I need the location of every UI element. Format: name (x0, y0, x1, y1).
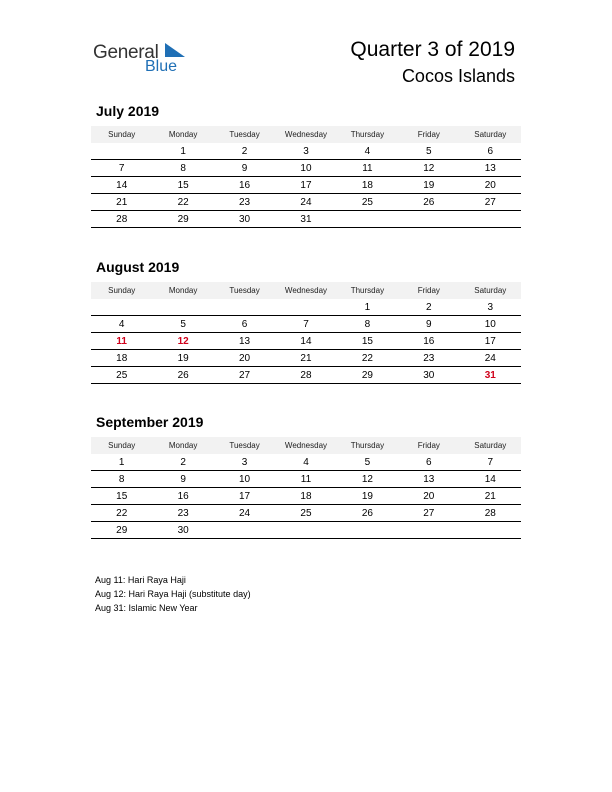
day-cell: 13 (460, 160, 521, 177)
day-cell: 3 (460, 299, 521, 316)
week-row (91, 316, 521, 333)
day-cell: 27 (214, 367, 275, 384)
day-cell: 28 (275, 367, 336, 384)
logo-triangle-icon (163, 43, 185, 59)
day-cell: 3 (214, 454, 275, 471)
day-cell: 10 (460, 316, 521, 333)
day-cell: 21 (460, 488, 521, 505)
day-cell: 13 (398, 471, 459, 488)
holiday-day-cell: 31 (460, 367, 521, 384)
day-cell: 22 (152, 194, 213, 211)
day-cell: 30 (214, 211, 275, 228)
logo-text-general: General (93, 42, 159, 63)
day-cell: 18 (91, 350, 152, 367)
day-cell: 30 (398, 367, 459, 384)
week-row (91, 211, 521, 228)
day-cell: 24 (214, 505, 275, 522)
weekday-header: Tuesday (214, 282, 275, 299)
weekday-header: Saturday (460, 126, 521, 143)
day-cell: 16 (152, 488, 213, 505)
week-row (91, 488, 521, 505)
day-cell: 3 (275, 143, 336, 160)
day-cell: 29 (152, 211, 213, 228)
month-title: August 2019 (96, 259, 180, 275)
day-cell: 25 (337, 194, 398, 211)
day-cell: 26 (337, 505, 398, 522)
day-cell: 25 (91, 367, 152, 384)
weekday-header: Sunday (91, 126, 152, 143)
day-cell: 4 (275, 454, 336, 471)
empty-cell (275, 522, 336, 539)
week-row (91, 471, 521, 488)
day-cell: 13 (214, 333, 275, 350)
day-cell: 17 (275, 177, 336, 194)
day-cell: 6 (214, 316, 275, 333)
day-cell: 2 (152, 454, 213, 471)
day-cell: 2 (398, 299, 459, 316)
day-cell: 14 (275, 333, 336, 350)
day-cell: 6 (460, 143, 521, 160)
month-block-september (91, 414, 521, 539)
month-title: July 2019 (96, 103, 160, 119)
empty-cell (214, 299, 275, 316)
weekday-header-row (91, 126, 521, 143)
day-cell: 23 (152, 505, 213, 522)
weekday-header: Friday (398, 282, 459, 299)
day-cell: 26 (152, 367, 213, 384)
weekday-header: Sunday (91, 437, 152, 454)
day-cell: 11 (275, 471, 336, 488)
day-cell: 24 (460, 350, 521, 367)
empty-cell (275, 299, 336, 316)
holiday-note: Aug 31: Islamic New Year (95, 603, 198, 613)
day-cell: 20 (398, 488, 459, 505)
week-row (91, 333, 521, 350)
logo-text-blue: Blue (145, 58, 178, 75)
day-cell: 9 (398, 316, 459, 333)
empty-cell (337, 522, 398, 539)
weekday-header-row (91, 437, 521, 454)
weekday-header: Wednesday (275, 437, 336, 454)
day-cell: 2 (214, 143, 275, 160)
empty-cell (337, 211, 398, 228)
logo (93, 40, 203, 80)
day-cell: 5 (337, 454, 398, 471)
empty-cell (214, 522, 275, 539)
day-cell: 18 (275, 488, 336, 505)
day-cell: 22 (91, 505, 152, 522)
weekday-header: Monday (152, 126, 213, 143)
empty-cell (91, 299, 152, 316)
day-cell: 19 (398, 177, 459, 194)
day-cell: 19 (337, 488, 398, 505)
weekday-header: Friday (398, 437, 459, 454)
weekday-header: Thursday (337, 282, 398, 299)
day-cell: 11 (337, 160, 398, 177)
day-cell: 10 (214, 471, 275, 488)
empty-cell (398, 522, 459, 539)
holiday-notes (95, 573, 251, 615)
day-cell: 16 (214, 177, 275, 194)
empty-cell (398, 211, 459, 228)
empty-cell (91, 143, 152, 160)
holiday-day-cell: 11 (91, 333, 152, 350)
day-cell: 14 (91, 177, 152, 194)
calendar-table (91, 282, 521, 384)
weekday-header: Thursday (337, 437, 398, 454)
weekday-header: Tuesday (214, 126, 275, 143)
day-cell: 17 (214, 488, 275, 505)
weekday-header: Thursday (337, 126, 398, 143)
day-cell: 1 (152, 143, 213, 160)
day-cell: 20 (460, 177, 521, 194)
day-cell: 6 (398, 454, 459, 471)
day-cell: 5 (152, 316, 213, 333)
day-cell: 28 (91, 211, 152, 228)
weekday-header: Monday (152, 437, 213, 454)
holiday-day-cell: 12 (152, 333, 213, 350)
day-cell: 18 (337, 177, 398, 194)
month-block-august (91, 259, 521, 384)
calendar-table (91, 437, 521, 539)
week-row (91, 299, 521, 316)
weekday-header: Monday (152, 282, 213, 299)
day-cell: 4 (91, 316, 152, 333)
day-cell: 27 (398, 505, 459, 522)
week-row (91, 505, 521, 522)
day-cell: 16 (398, 333, 459, 350)
month-block-july (91, 103, 521, 228)
day-cell: 9 (152, 471, 213, 488)
day-cell: 7 (91, 160, 152, 177)
weekday-header-row (91, 282, 521, 299)
day-cell: 10 (275, 160, 336, 177)
day-cell: 5 (398, 143, 459, 160)
page-title: Quarter 3 of 2019 (350, 38, 515, 61)
week-row (91, 367, 521, 384)
day-cell: 25 (275, 505, 336, 522)
day-cell: 7 (460, 454, 521, 471)
week-row (91, 160, 521, 177)
day-cell: 4 (337, 143, 398, 160)
day-cell: 1 (337, 299, 398, 316)
empty-cell (460, 211, 521, 228)
weekday-header: Tuesday (214, 437, 275, 454)
day-cell: 17 (460, 333, 521, 350)
day-cell: 12 (398, 160, 459, 177)
weekday-header: Wednesday (275, 282, 336, 299)
day-cell: 30 (152, 522, 213, 539)
day-cell: 8 (337, 316, 398, 333)
day-cell: 23 (214, 194, 275, 211)
holiday-note: Aug 12: Hari Raya Haji (substitute day) (95, 589, 251, 599)
week-row (91, 177, 521, 194)
day-cell: 23 (398, 350, 459, 367)
day-cell: 9 (214, 160, 275, 177)
day-cell: 7 (275, 316, 336, 333)
month-title: September 2019 (96, 414, 204, 430)
holiday-note: Aug 11: Hari Raya Haji (95, 575, 186, 585)
week-row (91, 454, 521, 471)
week-row (91, 194, 521, 211)
calendar-table (91, 126, 521, 228)
day-cell: 8 (91, 471, 152, 488)
day-cell: 15 (337, 333, 398, 350)
day-cell: 26 (398, 194, 459, 211)
day-cell: 20 (214, 350, 275, 367)
week-row (91, 143, 521, 160)
day-cell: 21 (275, 350, 336, 367)
day-cell: 14 (460, 471, 521, 488)
weekday-header: Saturday (460, 437, 521, 454)
day-cell: 22 (337, 350, 398, 367)
day-cell: 29 (337, 367, 398, 384)
weekday-header: Wednesday (275, 126, 336, 143)
country-name: Cocos Islands (401, 66, 515, 86)
week-row (91, 350, 521, 367)
day-cell: 27 (460, 194, 521, 211)
empty-cell (152, 299, 213, 316)
weekday-header: Sunday (91, 282, 152, 299)
empty-cell (460, 522, 521, 539)
day-cell: 24 (275, 194, 336, 211)
day-cell: 19 (152, 350, 213, 367)
week-row (91, 522, 521, 539)
day-cell: 29 (91, 522, 152, 539)
weekday-header: Saturday (460, 282, 521, 299)
weekday-header: Friday (398, 126, 459, 143)
day-cell: 15 (91, 488, 152, 505)
day-cell: 15 (152, 177, 213, 194)
day-cell: 1 (91, 454, 152, 471)
day-cell: 31 (275, 211, 336, 228)
day-cell: 12 (337, 471, 398, 488)
day-cell: 21 (91, 194, 152, 211)
day-cell: 28 (460, 505, 521, 522)
day-cell: 8 (152, 160, 213, 177)
